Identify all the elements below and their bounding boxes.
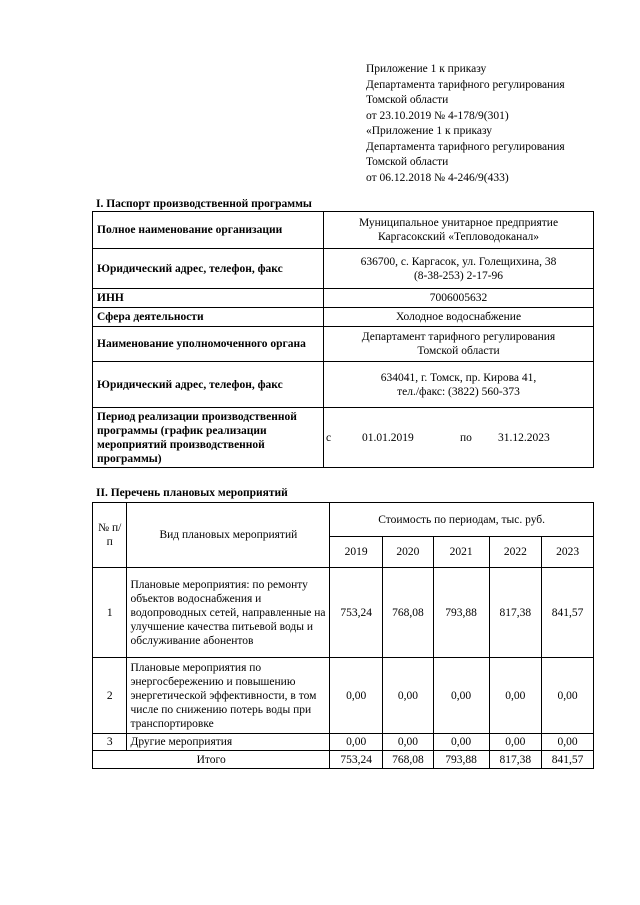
passport-label: ИНН [93,289,324,308]
col-header-cost: Стоимость по периодам, тыс. руб. [330,503,594,537]
period-from-date: 01.01.2019 [362,431,414,444]
row-value: 817,38 [489,568,542,658]
passport-row [93,212,594,249]
period-to-date: 31.12.2023 [498,431,550,444]
row-value: 0,00 [542,734,594,751]
year-header: 2022 [489,537,542,568]
row-value: 753,24 [330,568,383,658]
section2-title: II. Перечень плановых мероприятий [96,487,288,499]
value-line: Муниципальное унитарное предприятие [358,217,559,229]
passport-label: Юридический адрес, телефон, факс [93,249,324,289]
appendix-line: от 23.10.2019 № 4-178/9(301) [366,109,509,122]
value-line: тел./факс: (3822) 560-373 [397,385,520,398]
row-value: 0,00 [542,658,594,734]
total-value: 753,24 [330,751,383,769]
passport-row [93,249,594,289]
appendix-line: Департамента тарифного регулирования [366,140,565,153]
total-value: 768,08 [383,751,434,769]
row-value: 0,00 [330,734,383,751]
passport-value [324,249,594,289]
value-line: 7006005632 [429,292,488,304]
year-header: 2019 [330,537,383,568]
year-header: 2023 [542,537,594,568]
value-line: Департамент тарифного регулирования [361,331,556,343]
value-line: (8-38-253) 2-17-96 [413,269,504,282]
period-value [324,408,594,468]
passport-value [324,212,594,249]
total-value: 793,88 [433,751,489,769]
passport-row [93,362,594,408]
total-label: Итого [93,751,330,769]
row-value: 0,00 [330,658,383,734]
table-row [93,658,594,734]
appendix-line: Департамента тарифного регулирования [366,78,565,91]
row-value: 0,00 [383,734,434,751]
period-to-word: по [460,431,472,444]
passport-label: Наименование уполномоченного органа [93,327,324,362]
row-value: 0,00 [489,658,542,734]
appendix-line: Приложение 1 к приказу [366,63,487,75]
appendix-line: «Приложение 1 к приказу [366,125,493,137]
year-header: 2020 [383,537,434,568]
table-row [93,568,594,658]
value-line: 636700, с. Каргасок, ул. Голещихина, 38 [360,255,557,268]
appendix-header [366,62,626,186]
row-value: 0,00 [433,658,489,734]
total-value: 817,38 [489,751,542,769]
total-row [93,751,594,769]
row-value: 0,00 [383,658,434,734]
plan-header-row [93,503,594,537]
appendix-line: Томской области [366,94,449,106]
passport-label: Юридический адрес, телефон, факс [93,362,324,408]
passport-row [93,327,594,362]
row-desc: Плановые мероприятия: по ремонту объектов водоснабжения и водопроводных сетей, направленные на улучшение качества питьевой воды и обслуживание абонентов [127,568,330,658]
passport-label: Сфера деятельности [93,308,324,327]
row-num: 2 [93,658,127,734]
row-value: 841,57 [542,568,594,658]
row-num: 1 [93,568,127,658]
row-value: 793,88 [433,568,489,658]
row-value: 0,00 [489,734,542,751]
plan-table [92,502,594,769]
passport-label: Полное наименование организации [93,212,324,249]
row-value: 768,08 [383,568,434,658]
value-line: Каргасокский «Тепловодоканал» [377,231,540,243]
appendix-line: от 06.12.2018 № 4-246/9(433) [366,171,509,184]
year-header: 2021 [433,537,489,568]
value-line: Холодное водоснабжение [395,311,522,323]
row-desc: Другие мероприятия [127,734,330,751]
row-num: 3 [93,734,127,751]
value-line: Томской области [417,345,500,357]
passport-value [324,362,594,408]
passport-row [93,289,594,308]
table-row [93,734,594,751]
value-line: 634041, г. Томск, пр. Кирова 41, [380,371,537,384]
passport-row [93,308,594,327]
row-value: 0,00 [433,734,489,751]
period-label: Период реализации производственной программы (график реализации мероприятий производственной программы) [93,408,324,468]
col-header-num: № п/п [93,503,127,568]
period-from-word: с [326,431,332,444]
row-desc: Плановые мероприятия по энергосбережению и повышению энергетической эффективности, в том числе по снижению потерь воды при транспортировке [127,658,330,734]
passport-period-row [93,408,594,468]
col-header-kind: Вид плановых мероприятий [127,503,330,568]
passport-table [92,211,594,468]
appendix-line: Томской области [366,156,449,168]
passport-value [324,289,594,308]
section1-title: I. Паспорт производственной программы [96,198,312,210]
period-range [324,431,593,445]
passport-value [324,308,594,327]
passport-value [324,327,594,362]
total-value: 841,57 [542,751,594,769]
